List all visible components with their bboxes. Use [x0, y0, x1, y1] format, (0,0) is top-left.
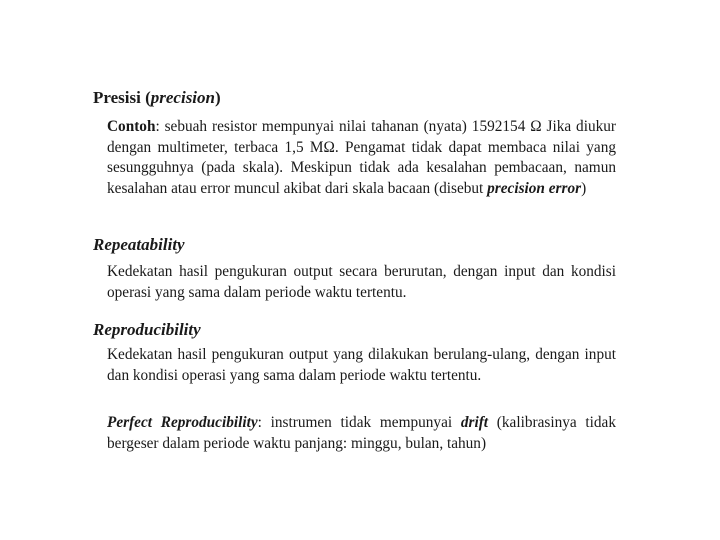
perfect-reproducibility-paragraph — [107, 413, 616, 454]
precision-error-term: precision error — [487, 179, 582, 197]
reproducibility-heading: Reproducibility — [93, 320, 201, 339]
perfect-reproducibility-label: Perfect Reproducibility — [107, 414, 258, 431]
presisi-example-paragraph — [107, 117, 616, 199]
presisi-title-close: ) — [215, 88, 221, 107]
drift-term: drift — [460, 414, 489, 431]
perfect-text-1: : instrumen tidak mempunyai — [257, 414, 461, 431]
contoh-label: Contoh — [107, 118, 156, 135]
repeatability-paragraph: Kedekatan hasil pengukuran output secara berurutan, dengan input dan kondisi operasi yang sama dalam periode waktu tertentu. — [107, 263, 616, 301]
presisi-title-italic: precision — [150, 88, 215, 107]
presisi-heading — [93, 88, 221, 108]
reproducibility-paragraph: Kedekatan hasil pengukuran output yang dilakukan berulang-ulang, dengan input dan kondisi operasi yang sama dalam periode waktu tertentu. — [107, 346, 616, 384]
contoh-text: : sebuah resistor mempunyai nilai tahanan (nyata) 1592154 Ω Jika diukur dengan multimeter, terbaca 1,5 MΩ. Pengamat tidak dapat membaca nilai yang sesungguhnya (pada skala). Meskipun tidak ada kesalahan pembacaan, namun kesalahan atau error muncul akibat dari skala bacaan (disebut — [107, 118, 616, 197]
perfect-text-2: (kalibrasinya tidak bergeser dalam periode waktu panjang: minggu, bulan, tahun) — [107, 414, 616, 452]
repeatability-heading: Repeatability — [93, 235, 185, 254]
contoh-close: ) — [581, 179, 587, 197]
presisi-title: Presisi ( — [93, 88, 151, 107]
